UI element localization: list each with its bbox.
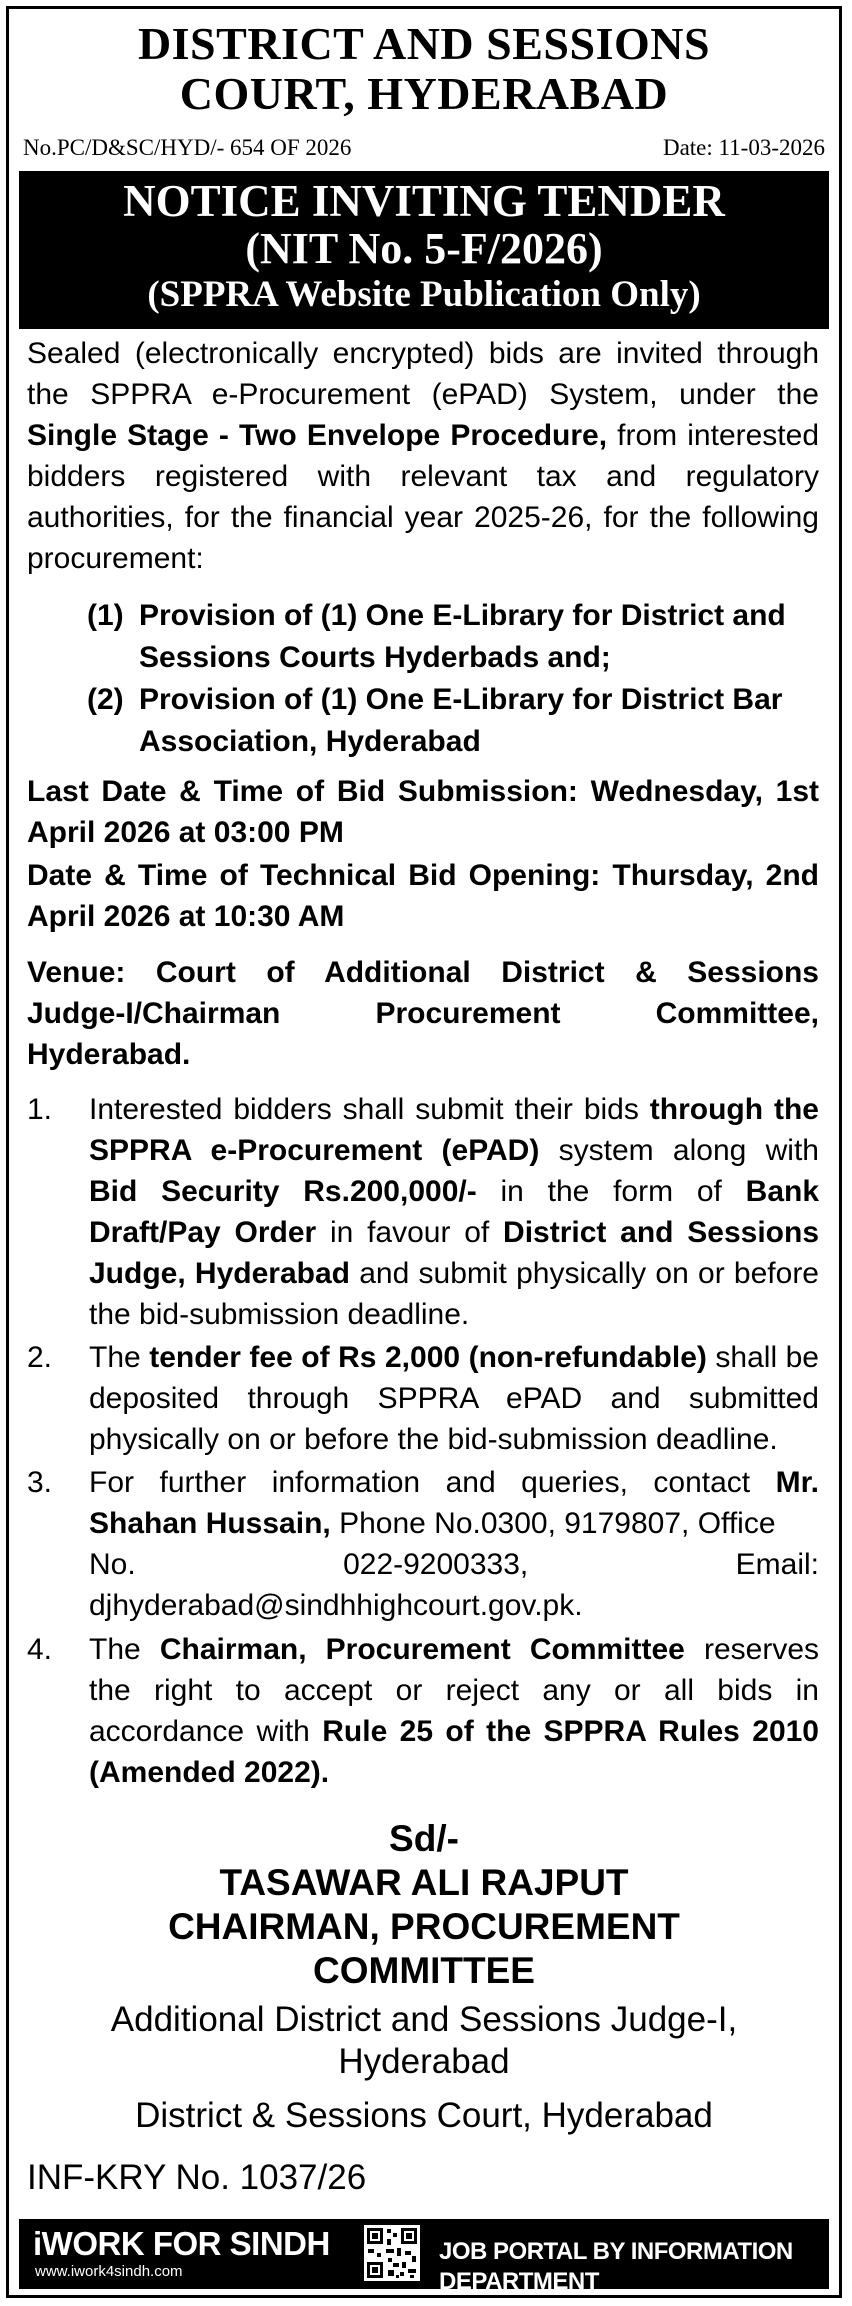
term-number: 1. [27, 1093, 53, 1126]
footer-banner [19, 2219, 829, 2295]
signatory-title: CHAIRMAN, PROCUREMENT [168, 1906, 680, 1947]
court-title-line1: DISTRICT AND SESSIONS [137, 18, 711, 69]
procurement-item [87, 595, 819, 679]
footer-url[interactable]: www.iwork4sindh.com [35, 2263, 183, 2280]
signatory-title: COMMITTEE [313, 1950, 535, 1991]
iwork-logo: iWORK FOR SINDH [33, 2225, 330, 2262]
intro-text: Sealed (electronically encrypted) bids are invited through the SPPRA e-Procurement (ePAD) System, under the [27, 337, 819, 411]
banner-nit-number: (NIT No. 5-F/2026) [245, 224, 603, 273]
venue [27, 952, 819, 1075]
footer-portal-text: JOB PORTAL BY INFORMATION DEPARTMENT [439, 2238, 793, 2295]
term-number: 3. [27, 1466, 53, 1499]
term-text: The tender fee of Rs 2,000 (non-refundable) shall be deposited through SPPRA ePAD and submitted physically on or before the bid-submission deadline. [89, 1341, 819, 1456]
signature-sd: Sd/- [389, 1818, 459, 1859]
notice-date: Date: 11-03-2026 [662, 135, 825, 160]
venue-line: Venue: Court of Additional District & Sessions [27, 956, 819, 989]
office-phone: 022-9200333, [343, 1548, 529, 1581]
procurement-number: (2) [87, 683, 124, 716]
term-text: The Chairman, Procurement Committee reserves the right to accept or reject any or all bids in accordance with Rule 25 of the SPPRA Rules 2010 (Amended 2022). [89, 1633, 820, 1789]
signatory-name: TASAWAR ALI RAJPUT [219, 1862, 629, 1903]
term-text: For further information and queries, contact Mr. Shahan Hussain, Phone No.0300, 9179807, Office No. 022-9200333, Email: djhyderabad@sindhhighcourt.gov.pk. [89, 1462, 819, 1626]
qr-code-icon [364, 2225, 420, 2281]
venue-line: Hyderabad. [27, 1038, 191, 1071]
bid-opening-date: Date & Time of Technical Bid Opening: Thursday, 2nd April 2026 at 10:30 AM [27, 859, 819, 933]
banner-title: NOTICE INVITING TENDER [123, 176, 725, 226]
term-item [27, 1629, 819, 1793]
nit-banner [19, 171, 829, 329]
signatory-role: Additional District and Sessions Judge-I, [110, 2000, 738, 2039]
procurement-text: Provision of (1) One E-Library for District and Sessions Courts Hyderbads and; [139, 599, 786, 674]
venue-line: Judge-I/Chairman Procurement Committee, [27, 997, 819, 1030]
intro-procedure: Single Stage - Two Envelope Procedure, [27, 419, 608, 452]
banner-publication-note: (SPPRA Website Publication Only) [147, 274, 701, 315]
reference-row [23, 135, 825, 161]
inf-number: INF-KRY No. 1037/26 [27, 2158, 367, 2197]
intro-paragraph [27, 333, 819, 579]
bid-submission-deadline: Last Date & Time of Bid Submission: Wednesday, 1st April 2026 at 03:00 PM [27, 775, 819, 849]
procurement-item [87, 679, 819, 763]
term-item [27, 1337, 819, 1460]
term-text: Interested bidders shall submit their bids through the SPPRA e-Procurement (ePAD) system along with Bid Security Rs.200,000/- in the form of Bank Draft/Pay Order in favour of District and Sessions Judge, Hyderabad and submit physically on or before the bid-submission deadline. [89, 1093, 820, 1331]
reference-number: No.PC/D&SC/HYD/- 654 OF 2026 [23, 135, 352, 160]
intro-text-cont: from interested bidders registered with relevant tax and regulatory authorities, for the financial year 2025-26, for the following procurement: [27, 419, 820, 575]
procurement-text: Provision of (1) One E-Library for District Bar Association, Hyderabad [139, 683, 783, 758]
contact-email: djhyderabad@sindhhighcourt.gov.pk. [89, 1589, 583, 1622]
term-number: 2. [27, 1341, 53, 1374]
term-item [27, 1089, 819, 1335]
court-title-line2: COURT, HYDERABAD [179, 68, 669, 119]
tender-notice [6, 6, 842, 2298]
signatory-role: Hyderabad [338, 2042, 510, 2081]
term-item [27, 1462, 819, 1626]
term-number: 4. [27, 1633, 53, 1666]
procurement-number: (1) [87, 599, 124, 632]
signatory-court: District & Sessions Court, Hyderabad [135, 2096, 713, 2135]
